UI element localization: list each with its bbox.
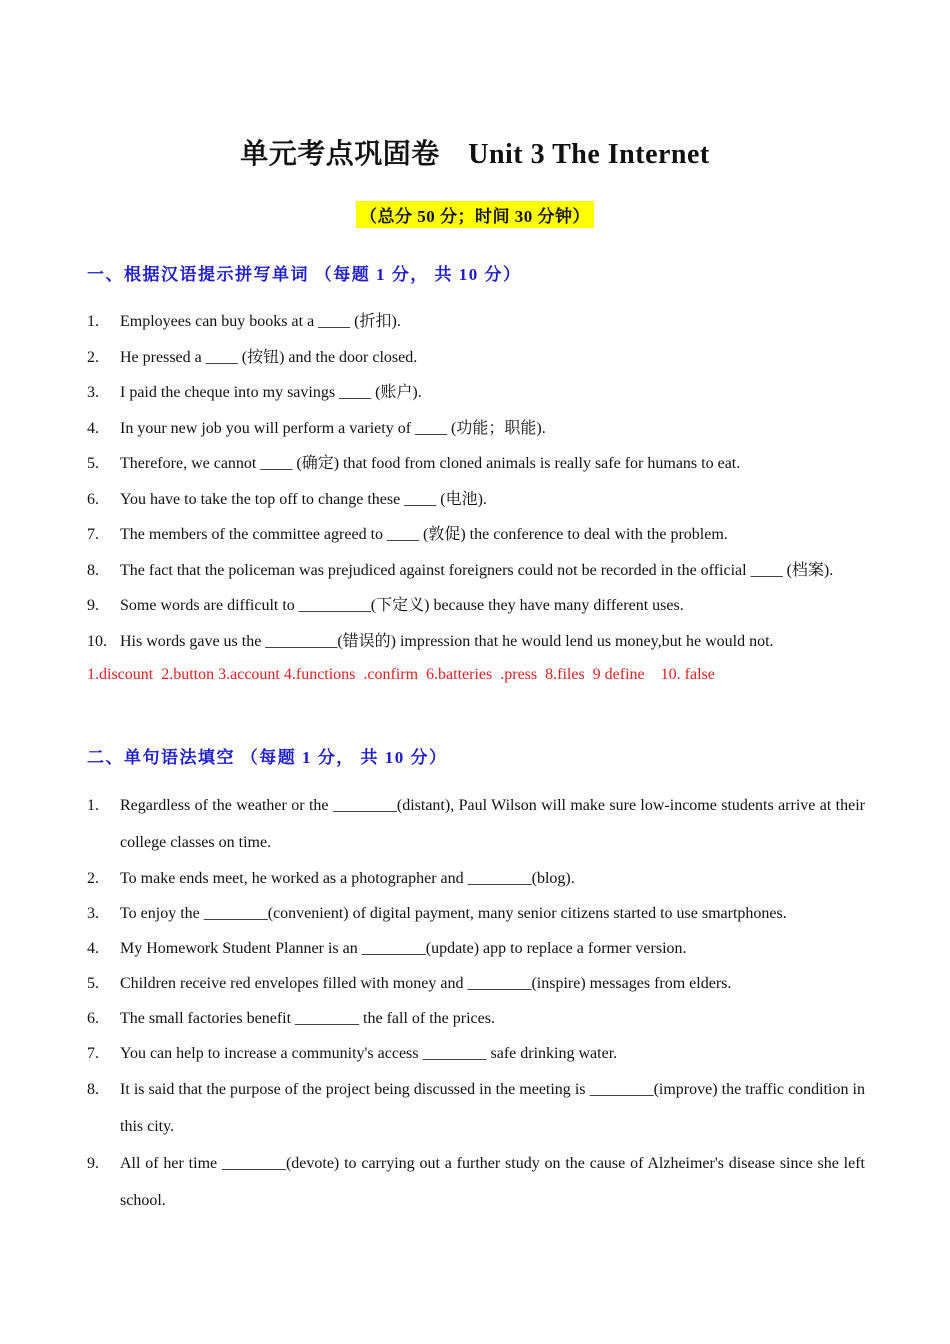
- question-item: [87, 896, 865, 931]
- question-text: The members of the committee agreed to ____ (敦促) the conference to deal with the problem.: [120, 526, 728, 543]
- question-text: Employees can buy books at a ____ (折扣).: [120, 313, 401, 330]
- question-number: 8.: [87, 1081, 99, 1098]
- question-text: All of her time ________(devote) to carrying out a further study on the cause of Alzheimer's disease since she left school.: [120, 1155, 865, 1209]
- question-item: [87, 931, 865, 966]
- question-item: [87, 787, 865, 861]
- question-number: 5.: [87, 975, 99, 992]
- question-text: He pressed a ____ (按钮) and the door closed.: [120, 348, 418, 366]
- question-item: [87, 382, 865, 418]
- question-number: 7.: [87, 1045, 99, 1062]
- question-item: [87, 861, 865, 896]
- question-text: Regardless of the weather or the ________(distant), Paul Wilson will make sure low-income students arrive at their college classes on time.: [120, 797, 865, 851]
- question-text: Children receive red envelopes filled with money and ________(inspire) messages from elders.: [120, 975, 732, 992]
- question-text: You can help to increase a community's access ________ safe drinking water.: [120, 1045, 618, 1062]
- question-number: 10.: [87, 632, 107, 650]
- question-item: [87, 1001, 865, 1036]
- question-text: In your new job you will perform a variety of ____ (功能；职能).: [120, 419, 546, 437]
- section2-list: [87, 787, 865, 1219]
- question-text: To make ends meet, he worked as a photographer and ________(blog).: [120, 870, 575, 887]
- page-title: 单元考点巩固卷 Unit 3 The Internet: [240, 139, 710, 170]
- subtitle-wrap: [0, 201, 950, 228]
- section1-list: [87, 311, 865, 666]
- question-item: [87, 489, 865, 525]
- question-number: 1.: [87, 797, 99, 814]
- question-item: [87, 560, 865, 596]
- score-time-subtitle: （总分 50 分；时间 30 分钟）: [356, 201, 594, 228]
- question-text: Therefore, we cannot ____ (确定) that food from cloned animals is really safe for humans to eat.: [120, 455, 741, 472]
- question-number: 2.: [87, 870, 99, 887]
- question-item: [87, 347, 865, 383]
- question-text: The fact that the policeman was prejudiced against foreigners could not be recorded in the official ____ (档案).: [120, 561, 834, 579]
- question-item: [87, 1036, 865, 1071]
- question-text: It is said that the purpose of the project being discussed in the meeting is ________(improve) the traffic condition in this city.: [120, 1081, 865, 1135]
- question-item: [87, 595, 865, 631]
- question-number: 5.: [87, 455, 99, 472]
- question-number: 6.: [87, 490, 99, 508]
- question-text: My Homework Student Planner is an ________(update) app to replace a former version.: [120, 940, 687, 957]
- section2-heading: 二、单句语法填空 （每题 1 分， 共 10 分）: [87, 748, 448, 767]
- question-number: 9.: [87, 597, 99, 614]
- question-number: 3.: [87, 905, 99, 922]
- question-number: 9.: [87, 1155, 99, 1172]
- question-text: His words gave us the _________(错误的) impression that he would lend us money,but he would not.: [120, 632, 774, 650]
- question-item: [87, 453, 865, 489]
- question-number: 3.: [87, 384, 99, 401]
- question-text: To enjoy the ________(convenient) of digital payment, many senior citizens started to use smartphones.: [120, 905, 787, 922]
- question-item: [87, 966, 865, 1001]
- section1-heading: 一、根据汉语提示拼写单词 （每题 1 分， 共 10 分）: [87, 265, 522, 284]
- question-number: 7.: [87, 526, 99, 543]
- question-item: [87, 1071, 865, 1145]
- question-text: Some words are difficult to _________(下定义) because they have many different uses.: [120, 597, 684, 614]
- question-item: [87, 524, 865, 560]
- question-number: 2.: [87, 348, 99, 366]
- question-text: You have to take the top off to change these ____ (电池).: [120, 490, 487, 508]
- question-item: [87, 631, 865, 667]
- question-number: 4.: [87, 419, 99, 437]
- question-number: 6.: [87, 1010, 99, 1027]
- question-text: I paid the cheque into my savings ____ (账户).: [120, 384, 422, 401]
- question-text: The small factories benefit ________ the fall of the prices.: [120, 1010, 495, 1027]
- question-item: [87, 418, 865, 454]
- question-number: 1.: [87, 313, 99, 330]
- question-number: 8.: [87, 561, 99, 579]
- question-number: 4.: [87, 940, 99, 957]
- question-item: [87, 1145, 865, 1219]
- section1-answer-key: 1.discount 2.button 3.account 4.functions .confirm 6.batteries .press 8.files 9 define 10. false: [87, 666, 715, 683]
- question-item: [87, 311, 865, 347]
